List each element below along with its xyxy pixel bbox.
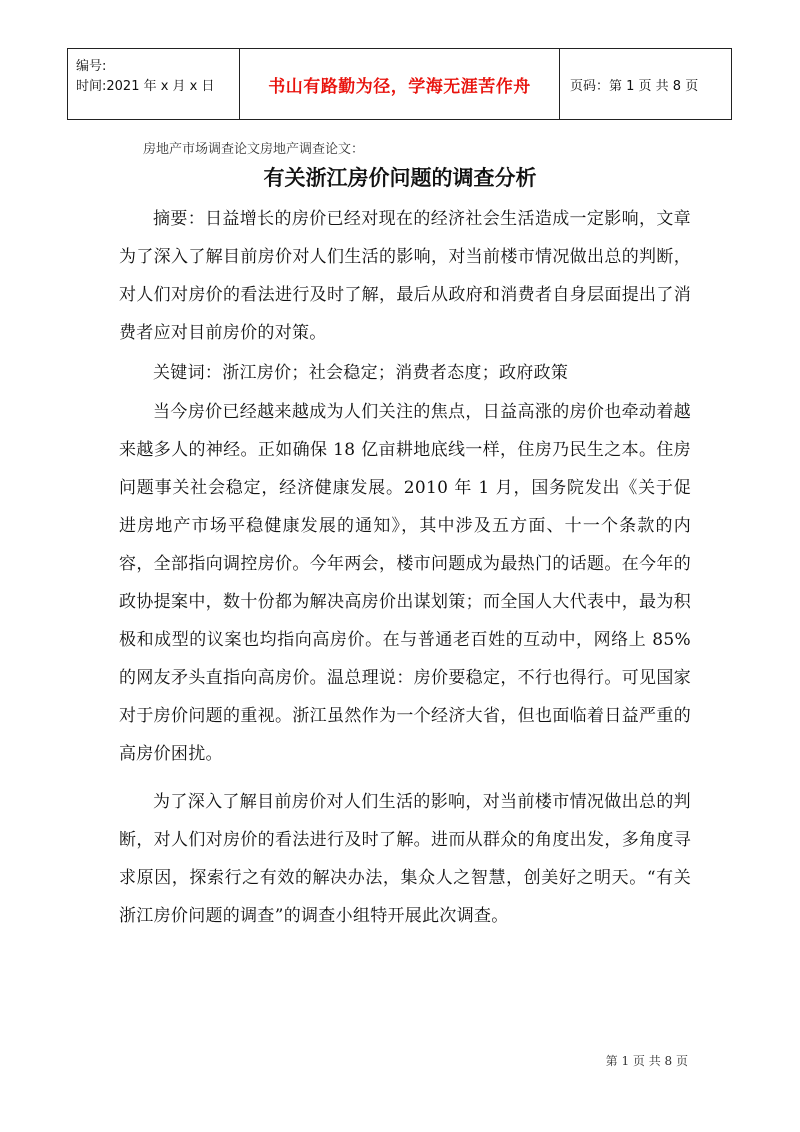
document-code-label: 编号:: [76, 59, 107, 74]
keywords-paragraph: 关键词：浙江房价；社会稳定；消费者态度；政府政策: [153, 363, 569, 383]
pre-title: 房地产市场调查论文房地产调查论文：: [143, 142, 365, 157]
motto-text: 书山有路勤为径，学海无涯苦作舟: [268, 76, 531, 97]
body-paragraph: 当今房价已经越来越成为人们关注的焦点，日益高涨的房价也牵动着越来越多人的神经。正如确保 18 亿亩耕地底线一样，住房乃民生之本。住房问题事关社会稳定，经济健康发展。2010 年 1 月，国务院发出《关于促进房地产市场平稳健康发展的通知》，其中涉及五方面、十一个条款的内容，全部指向调控房价。今年两会，楼市问题成为最热门的话题。在今年的政协提案中，数十份都为解决高房价出谋划策；而全国人大代表中，最为积极和成型的议案也均指向高房价。在与普通老百姓的互动中，网络上 85%的网友矛头直指向高房价。温总理说：房价要稳定，不行也得行。可见国家对于房价问题的重视。浙江虽然作为一个经济大省，但也面临着日益严重的高房价困扰。: [119, 402, 691, 764]
header-page-number: 页码：第 1 页 共 8 页: [570, 78, 699, 94]
document-body: [119, 200, 691, 935]
header-page-cell: [560, 49, 731, 119]
header-motto-cell: [240, 49, 560, 119]
document-time-label: 时间:2021 年 x 月 x 日: [76, 79, 215, 94]
header-meta-cell: [68, 49, 240, 119]
abstract-paragraph: 摘要：日益增长的房价已经对现在的经济社会生活造成一定影响，文章为了深入了解目前房价对人们生活的影响，对当前楼市情况做出总的判断，对人们对房价的看法进行及时了解，最后从政府和消费者自身层面提出了消费者应对目前房价的对策。: [119, 209, 691, 343]
body-paragraph: 为了深入了解目前房价对人们生活的影响，对当前楼市情况做出总的判断，对人们对房价的看法进行及时了解。进而从群众的角度出发，多角度寻求原因，探索行之有效的解决办法，集众人之智慧，创美好之明天。“有关浙江房价问题的调查”的调查小组特开展此次调查。: [119, 792, 691, 926]
page-footer: 第 1 页 共 8 页: [605, 1054, 688, 1068]
document-title: 有关浙江房价问题的调查分析: [263, 166, 537, 190]
document-header-table: [67, 48, 732, 120]
